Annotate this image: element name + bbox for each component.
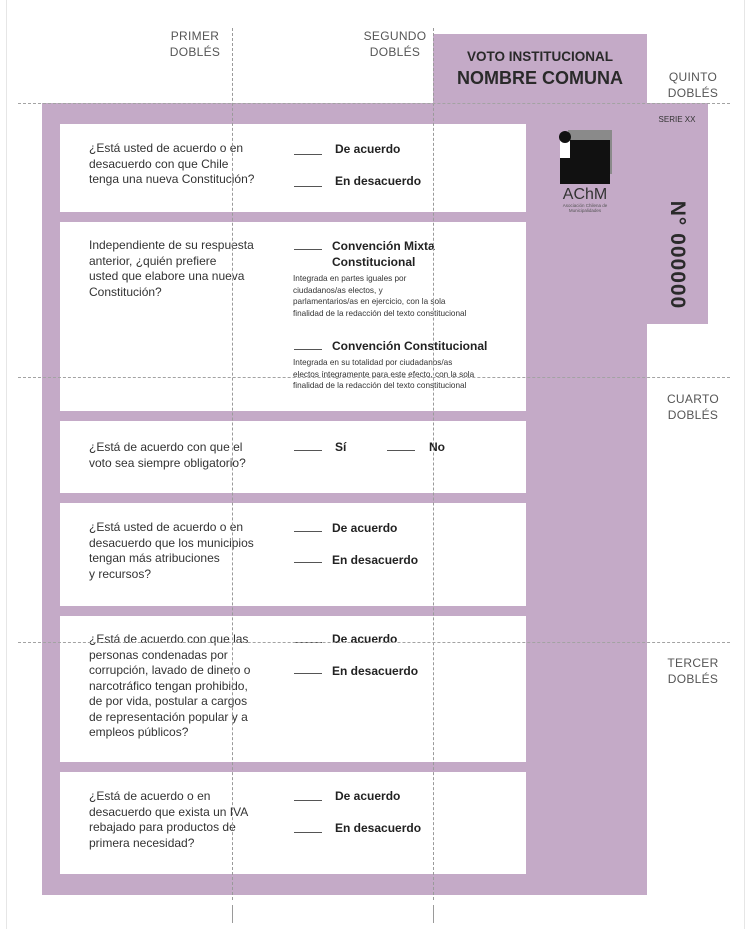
question-card-5 — [60, 616, 526, 762]
fold-line-cuarto — [18, 377, 730, 378]
option-label: Convención Mixta Constitucional — [332, 239, 435, 269]
question-card-4 — [60, 503, 526, 606]
page-edge-right — [744, 0, 745, 929]
question-text: ¿Está de acuerdo con que las personas condenadas por corrupción, lavado de dinero o narcotráfico tengan prohibido, de por vida, postular a cargos de representación popular y a empleos públicos? — [89, 632, 251, 739]
option-label: En desacuerdo — [335, 174, 422, 188]
question-text: ¿Está usted de acuerdo o en desacuerdo con que Chile tenga una nueva Constitución? — [89, 141, 255, 186]
logo-subtitle: Asociación Chilena de Municipalidades — [562, 203, 608, 213]
folio-number: N° 000000 — [666, 200, 689, 310]
question-card-1 — [60, 124, 526, 212]
option-label: No — [429, 440, 445, 454]
fold-tick-bottom — [433, 905, 434, 923]
comuna-name: NOMBRE COMUNA — [457, 68, 623, 88]
answer-blank[interactable] — [294, 673, 322, 674]
logo-name: AChM — [562, 186, 608, 203]
fold-label-quinto: QUINTO DOBLÉS — [667, 70, 719, 100]
answer-blank[interactable] — [294, 450, 322, 451]
answer-blank[interactable] — [294, 800, 322, 801]
option-description: Integrada en partes iguales por ciudadanos/as electos, y parlamentarios/as en ejercicio, con la sola finalidad de la redacción del texto constitucional — [293, 274, 467, 318]
option-description: Integrada en su totalidad por ciudadanos/as electos íntegramente para este efecto, con la sola finalidad de la redacción del texto constitucional — [293, 358, 475, 390]
answer-blank[interactable] — [294, 186, 322, 187]
answer-blank[interactable] — [294, 562, 322, 563]
answer-blank[interactable] — [387, 450, 415, 451]
question-text: ¿Está de acuerdo con que el voto sea siempre obligatorio? — [89, 440, 246, 470]
answer-blank[interactable] — [294, 349, 322, 350]
option-label: De acuerdo — [332, 521, 398, 535]
fold-line-primer — [232, 28, 233, 900]
fold-label-primer: PRIMER DOBLÉS — [169, 29, 221, 59]
fold-line-tercer — [18, 642, 730, 643]
option-label: En desacuerdo — [332, 553, 419, 567]
option-label: De acuerdo — [335, 142, 401, 156]
question-card-2 — [60, 222, 526, 411]
serie-label: SERIE XX — [658, 115, 696, 124]
option-label: Convención Constitucional — [332, 339, 488, 353]
ballot-header — [433, 34, 647, 104]
folio-stub — [646, 103, 708, 324]
question-text: ¿Está de acuerdo o en desacuerdo que exista un IVA rebajado para productos de primera necesidad? — [89, 789, 249, 850]
question-card-6 — [60, 772, 526, 874]
answer-blank[interactable] — [294, 154, 322, 155]
question-card-3 — [60, 421, 526, 493]
fold-label-tercer: TERCER DOBLÉS — [667, 656, 719, 686]
option-label: Sí — [335, 440, 347, 454]
answer-blank[interactable] — [294, 832, 322, 833]
ballot-title: VOTO INSTITUCIONAL — [466, 49, 613, 64]
fold-tick-bottom — [232, 905, 233, 923]
question-text: Independiente de su respuesta anterior, ¿quién prefiere usted que elabore una nueva Constitución? — [89, 238, 254, 299]
fold-line-segundo — [433, 28, 434, 900]
page-edge-left — [6, 0, 7, 929]
fold-line-quinto — [18, 103, 730, 104]
achm-logo — [556, 128, 614, 218]
option-label: En desacuerdo — [335, 821, 422, 835]
option-label: En desacuerdo — [332, 664, 419, 678]
question-text: ¿Está usted de acuerdo o en desacuerdo que los municipios tengan más atribuciones y recursos? — [89, 520, 254, 581]
answer-blank[interactable] — [294, 249, 322, 250]
achm-logo-mark — [556, 128, 614, 186]
option-label: De acuerdo — [332, 632, 398, 646]
option-label: De acuerdo — [335, 789, 401, 803]
answer-blank[interactable] — [294, 531, 322, 532]
fold-label-cuarto: CUARTO DOBLÉS — [666, 392, 720, 422]
fold-label-segundo: SEGUNDO DOBLÉS — [363, 29, 427, 59]
